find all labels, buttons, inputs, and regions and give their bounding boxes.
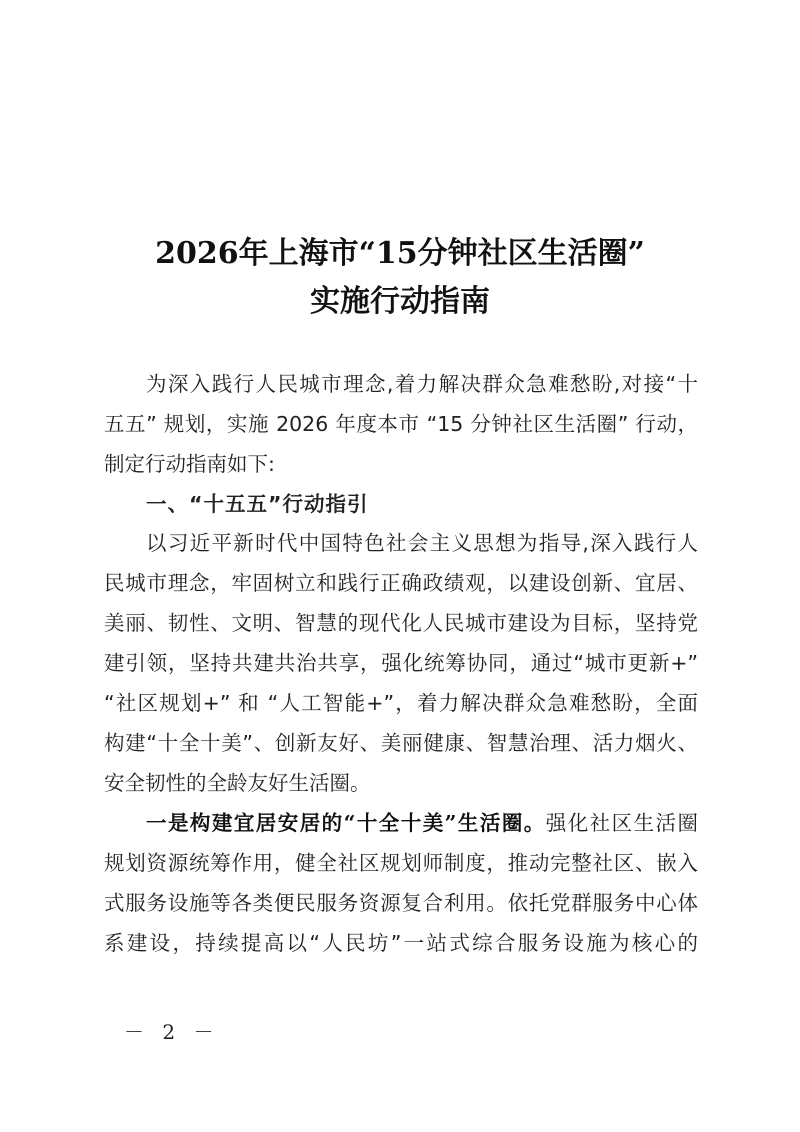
text-line: 建引领，坚持共建共治共享，强化统筹协同，通过“城市更新+” (104, 651, 698, 675)
text-line: 规划资源统筹作用，健全社区规划师制度，推动完整社区、嵌入 (104, 851, 698, 875)
point1-bold-lead: 一是构建宜居安居的“十全十美”生活圈。 (146, 811, 546, 835)
text-line: 以习近平新时代中国特色社会主义思想为指导,深入践行人 (146, 531, 698, 555)
text-line (146, 808, 698, 838)
section-heading: 一、“十五五”行动指引 (146, 492, 369, 516)
document-title-line-1: 2026年上海市“15分钟社区生活圈” (155, 236, 645, 271)
page-number: － 2 － (124, 1020, 220, 1044)
document-title-line-2: 实施行动指南 (310, 284, 490, 319)
text-line: 系建设，持续提高以“人民坊”一站式综合服务设施为核心的 (104, 931, 698, 955)
point1-first-line-rest: 强化社区生活圈 (545, 811, 699, 835)
text-line: 五五” 规划，实施 2026 年度本市 “15 分钟社区生活圈” 行动， (104, 412, 698, 436)
text-line: 为深入践行人民城市理念,着力解决群众急难愁盼,对接“十 (146, 372, 698, 396)
text-line: 构建“十全十美”、创新友好、美丽健康、智慧治理、活力烟火、 (104, 731, 698, 755)
text-line: 安全韧性的全龄友好生活圈。 (104, 771, 371, 795)
text-line: 制定行动指南如下: (104, 452, 275, 476)
text-line: 美丽、韧性、文明、智慧的现代化人民城市建设为目标，坚持党 (104, 611, 698, 635)
text-line: “社区规划+” 和 “人工智能+”，着力解决群众急难愁盼，全面 (104, 691, 698, 715)
text-line: 民城市理念，牢固树立和践行正确政绩观，以建设创新、宜居、 (104, 571, 698, 595)
text-line: 式服务设施等各类便民服务资源复合利用。依托党群服务中心体 (104, 891, 698, 915)
